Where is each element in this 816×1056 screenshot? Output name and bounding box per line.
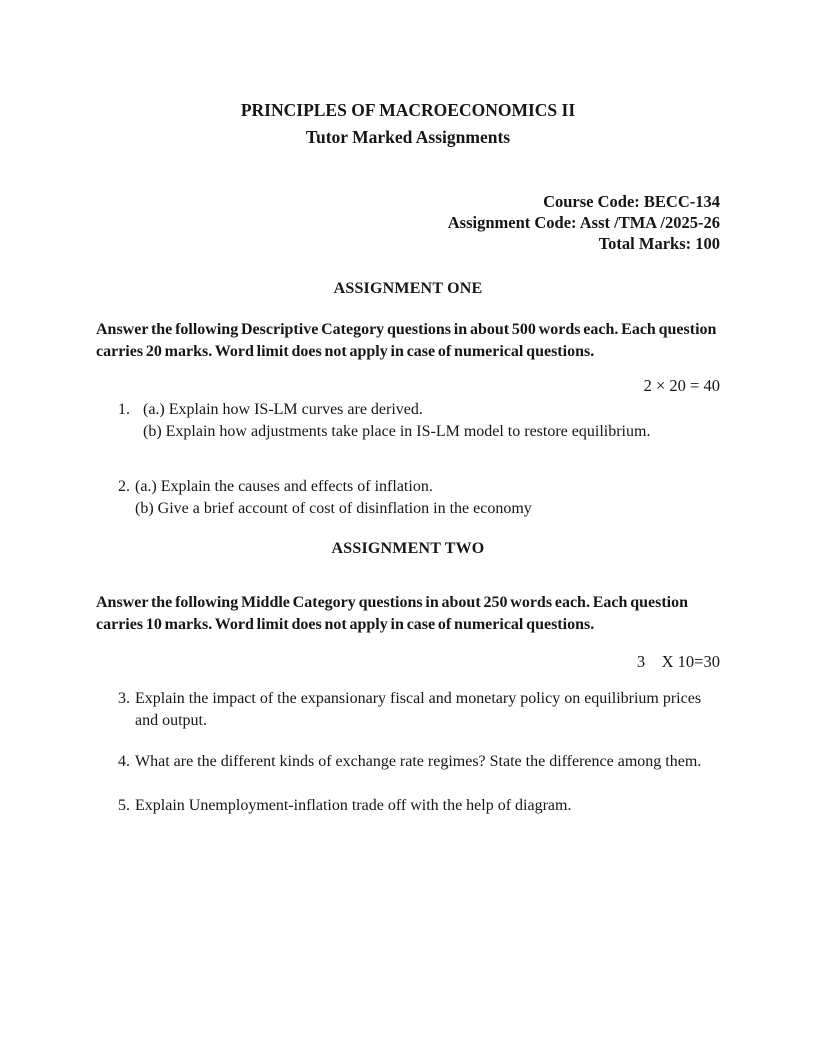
assignment-one-instructions: [96, 319, 720, 362]
question-text-line: and output.: [135, 711, 207, 729]
question-item-2: [96, 476, 720, 519]
question-body: [135, 795, 571, 817]
question-part-a: (a.) Explain how IS-LM curves are derived.: [143, 401, 423, 418]
question-part-a: (a.) Explain the causes and effects of inflation.: [135, 478, 433, 495]
page-subtitle: Tutor Marked Assignments: [305, 127, 511, 147]
question-part-b: (b) Explain how adjustments take place in IS-LM model to restore equilibrium.: [143, 422, 651, 440]
question-body: [135, 476, 532, 519]
question-item-1: [96, 399, 720, 442]
instruction-line: Answer the following Middle Category questions in about 250 words each. Each question: [96, 594, 689, 611]
question-text-line: Explain the impact of the expansionary fiscal and monetary policy on equilibrium prices: [135, 690, 702, 707]
question-body: [135, 751, 701, 773]
document-title-block: [96, 97, 720, 151]
assignment-code: Assignment Code: Asst /TMA /2025-26: [447, 213, 720, 232]
question-number: 4.: [118, 753, 130, 770]
assignment-two-heading: ASSIGNMENT TWO: [331, 540, 485, 557]
question-number: 2.: [118, 478, 130, 495]
total-marks: Total Marks: 100: [598, 234, 720, 253]
question-body: [135, 688, 701, 731]
assignment-two-marks-formula: 3 X 10=30: [636, 652, 720, 671]
question-number: 5.: [118, 796, 130, 814]
instruction-line: Answer the following Descriptive Category questions in about 500 words each. Each question: [96, 321, 717, 338]
assignment-two-instructions: [96, 592, 720, 635]
assignment-meta-block: [96, 191, 720, 254]
assignment-one-heading: ASSIGNMENT ONE: [333, 280, 483, 297]
course-code: Course Code: BECC-134: [543, 192, 720, 211]
question-body: [143, 399, 650, 442]
instruction-line: carries 10 marks. Word limit does not apply in case of numerical questions.: [96, 615, 595, 633]
question-text-line: Explain Unemployment-inflation trade off with the help of diagram.: [135, 796, 572, 814]
question-number: 3.: [118, 690, 130, 707]
question-item-4: [96, 751, 720, 773]
question-number: 1.: [118, 401, 130, 418]
question-item-5: [96, 795, 720, 817]
instruction-line: carries 20 marks. Word limit does not apply in case of numerical questions.: [96, 342, 595, 360]
assignment-one-marks-formula: 2 × 20 = 40: [643, 376, 720, 395]
page-title: PRINCIPLES OF MACROECONOMICS II: [240, 100, 576, 120]
question-text-line: What are the different kinds of exchange rate regimes? State the difference among them.: [135, 753, 702, 770]
question-part-b: (b) Give a brief account of cost of disinflation in the economy: [135, 499, 532, 517]
question-item-3: [96, 688, 720, 731]
